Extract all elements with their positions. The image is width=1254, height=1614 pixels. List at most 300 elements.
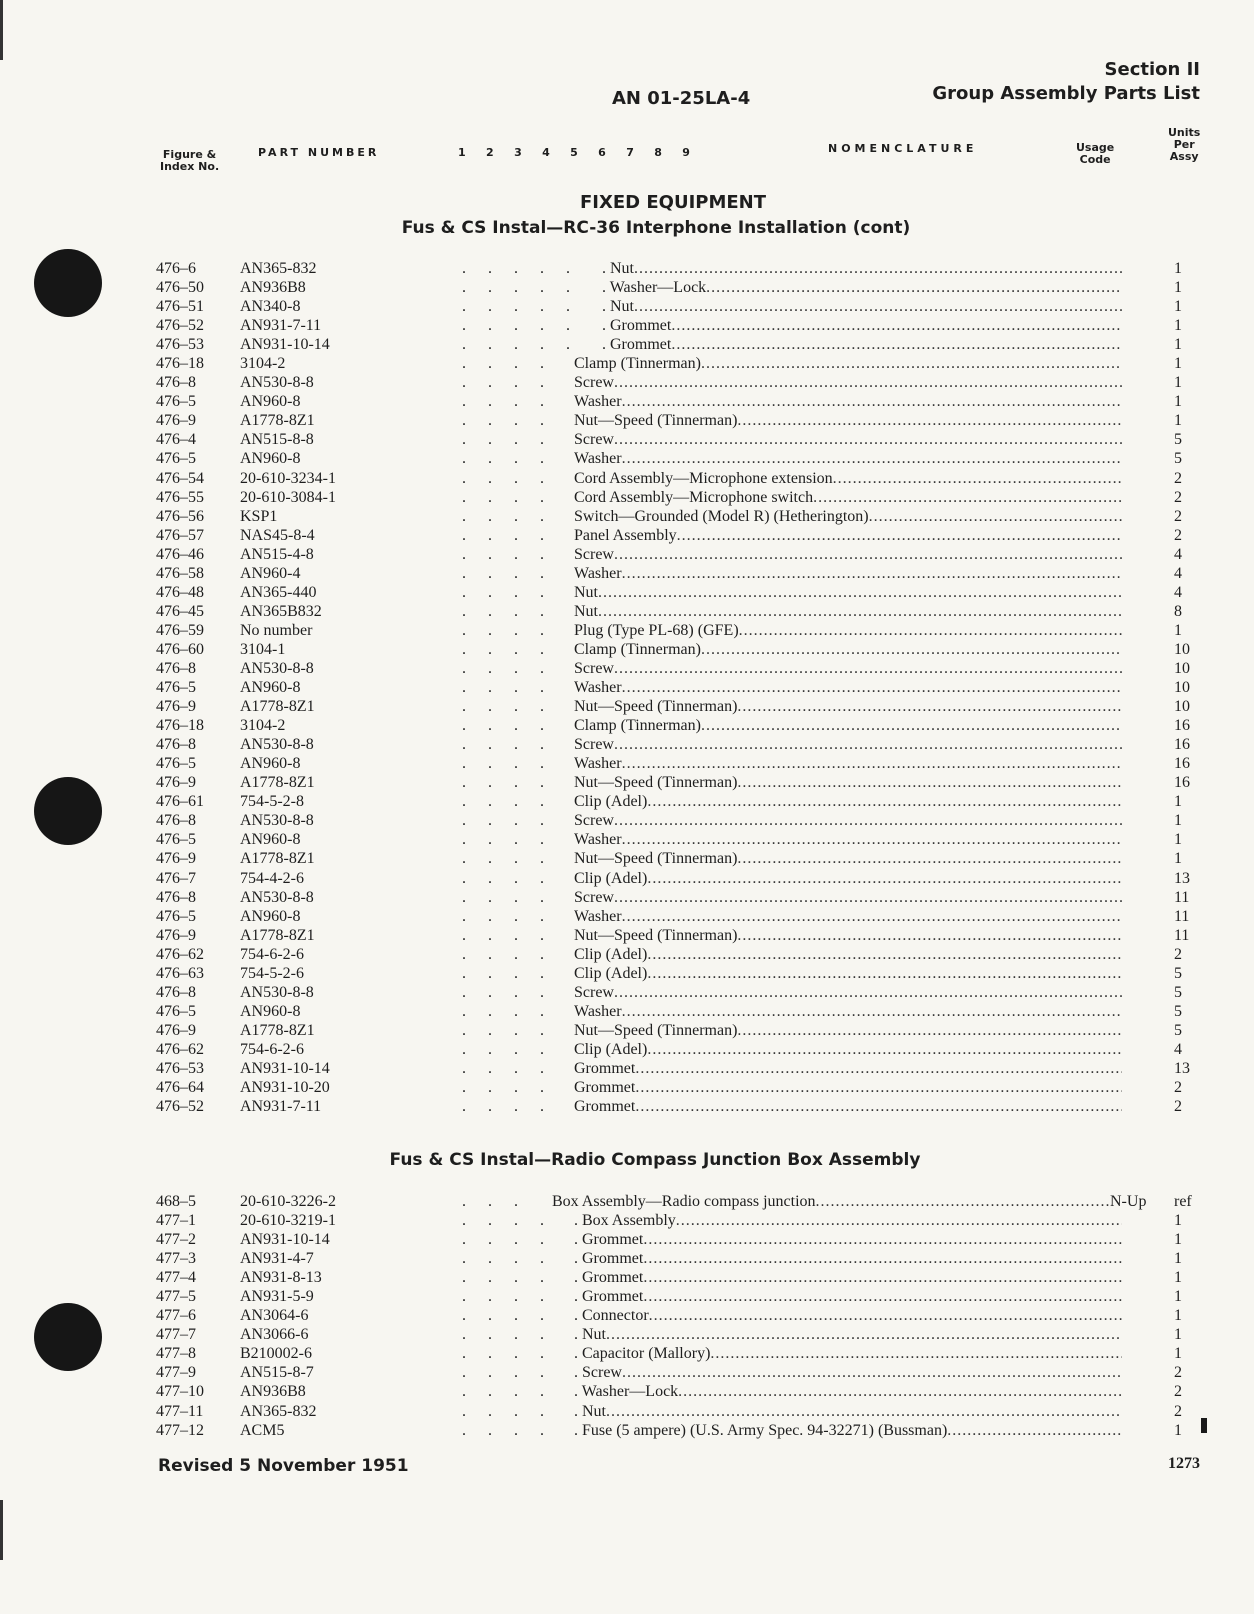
figure-index-no: 476–55 [156, 488, 204, 506]
figure-index-no: 476–62 [156, 945, 204, 963]
units-per-assy: 4 [1174, 1040, 1182, 1058]
nomenclature [574, 1325, 1122, 1344]
figure-index-no: 477–6 [156, 1307, 196, 1325]
indent-dots: . . . . . [462, 279, 579, 297]
indent-dots: . . . . [462, 526, 553, 544]
leader-dots [614, 373, 1122, 392]
parts-row [0, 259, 1254, 278]
indent-dots: . . . . [462, 736, 553, 754]
indent-dots: . . . . [462, 869, 553, 887]
units-per-assy: 1 [1174, 1288, 1182, 1306]
units-per-assy: 1 [1174, 393, 1182, 411]
indent-digit: 8 [654, 146, 662, 159]
nomenclature-text: Nut—Speed (Tinnerman) [574, 1021, 738, 1039]
nomenclature [574, 907, 1122, 926]
units-per-assy: 1 [1174, 1212, 1182, 1230]
indent-dots: . . . [462, 1193, 527, 1210]
column-figure-index-line: Figure & [162, 148, 217, 161]
nomenclature [574, 507, 1122, 526]
leader-dots [647, 869, 1122, 888]
nomenclature-text: . Fuse (5 ampere) (U.S. Army Spec. 94-32271) (Bussman) [574, 1421, 948, 1439]
part-number: AN530-8-8 [240, 659, 314, 677]
nomenclature [574, 659, 1122, 678]
nomenclature [574, 411, 1122, 430]
figure-index-no: 476–48 [156, 583, 204, 601]
units-per-assy: 1 [1174, 1326, 1182, 1344]
nomenclature [574, 869, 1122, 888]
part-number: AN365B832 [240, 602, 322, 620]
revision-date: Revised 5 November 1951 [158, 1456, 409, 1476]
nomenclature-text: Nut [574, 583, 598, 601]
part-number: AN960-8 [240, 831, 301, 849]
part-number: 754-6-2-6 [240, 1040, 304, 1058]
units-per-assy: 10 [1174, 679, 1190, 697]
indent-dots: . . . . [462, 698, 553, 716]
nomenclature [574, 945, 1122, 964]
part-number: AN530-8-8 [240, 736, 314, 754]
nomenclature [574, 1097, 1122, 1116]
units-per-assy: 11 [1174, 907, 1190, 925]
figure-index-no: 476–60 [156, 640, 204, 658]
nomenclature-text: Clip (Adel) [574, 1040, 648, 1058]
leader-dots [813, 488, 1122, 507]
leader-dots [649, 1306, 1122, 1325]
indent-dots: . . . . [462, 850, 553, 868]
indent-dots: . . . . [462, 1326, 553, 1344]
part-number: AN960-8 [240, 755, 301, 773]
nomenclature-text: . Connector [574, 1307, 649, 1325]
figure-index-no: 476–61 [156, 793, 204, 811]
units-per-assy: 16 [1174, 774, 1190, 792]
figure-index-no: 476–62 [156, 1040, 204, 1058]
figure-index-no: 476–5 [156, 755, 196, 773]
leader-dots [622, 754, 1122, 773]
leader-dots [635, 1059, 1122, 1078]
leader-dots [706, 278, 1122, 297]
parts-row [0, 983, 1254, 1002]
indent-dots: . . . . [462, 374, 553, 392]
figure-index-no: 476–9 [156, 926, 196, 944]
parts-row [0, 888, 1254, 907]
figure-index-no: 476–8 [156, 736, 196, 754]
column-figure-index-line: Index No. [160, 160, 220, 173]
units-per-assy: 5 [1174, 450, 1182, 468]
nomenclature-text: Clip (Adel) [574, 793, 648, 811]
usage-code: N-Up [1110, 1193, 1147, 1210]
parts-row [0, 1059, 1254, 1078]
nomenclature [574, 1021, 1122, 1040]
nomenclature [574, 678, 1122, 697]
nomenclature-text: Screw [574, 812, 614, 830]
leader-dots [676, 1211, 1122, 1230]
part-number: AN931-10-14 [240, 1231, 330, 1249]
indent-dots: . . . . [462, 831, 553, 849]
part-number: AN960-8 [240, 393, 301, 411]
nomenclature-text: Nut—Speed (Tinnerman) [574, 412, 738, 430]
indent-dots: . . . . . [462, 260, 579, 277]
nomenclature [574, 1402, 1122, 1421]
part-number: 20-610-3234-1 [240, 469, 336, 487]
part-number: AN530-8-8 [240, 374, 314, 392]
part-number: AN931-10-20 [240, 1079, 330, 1097]
nomenclature-text: Switch—Grounded (Model R) (Hetherington) [574, 507, 869, 525]
indent-digit: 6 [598, 146, 606, 159]
nomenclature-text: . Grommet [602, 336, 672, 354]
nomenclature-text: . Box Assembly [574, 1212, 676, 1230]
figure-index-no: 476–53 [156, 1059, 204, 1077]
nomenclature [602, 259, 1122, 278]
nomenclature-text: Clamp (Tinnerman) [574, 355, 701, 373]
nomenclature-text: Nut—Speed (Tinnerman) [574, 926, 738, 944]
figure-index-no: 476–5 [156, 831, 196, 849]
part-number: A1778-8Z1 [240, 926, 315, 944]
nomenclature [574, 754, 1122, 773]
units-per-assy: 1 [1174, 831, 1182, 849]
parts-row [0, 716, 1254, 735]
part-number: AN960-8 [240, 1002, 301, 1020]
figure-index-no: 476–18 [156, 355, 204, 373]
figure-index-no: 476–4 [156, 431, 196, 449]
nomenclature [574, 830, 1122, 849]
nomenclature-text: Box Assembly—Radio compass junction [552, 1193, 816, 1210]
indent-dots: . . . . . [462, 336, 579, 354]
part-number: 754-5-2-6 [240, 964, 304, 982]
nomenclature [574, 888, 1122, 907]
nomenclature [574, 488, 1122, 507]
leader-dots [622, 1002, 1122, 1021]
parts-row [0, 697, 1254, 716]
figure-index-no: 476–9 [156, 1021, 196, 1039]
part-number: AN936B8 [240, 1383, 306, 1401]
part-number: AN530-8-8 [240, 983, 314, 1001]
units-per-assy: 1 [1174, 1421, 1182, 1439]
part-number: AN340-8 [240, 298, 301, 316]
units-per-assy: 11 [1174, 888, 1190, 906]
figure-index-no: 476–53 [156, 336, 204, 354]
leader-dots [737, 697, 1122, 716]
part-number: AN3066-6 [240, 1326, 309, 1344]
figure-index-no: 476–18 [156, 717, 204, 735]
nomenclature-text: . Grommet [574, 1288, 644, 1306]
parts-row [0, 602, 1254, 621]
nomenclature [574, 545, 1122, 564]
units-per-assy: 2 [1174, 1364, 1182, 1382]
units-per-assy: 2 [1174, 488, 1182, 506]
parts-row [0, 373, 1254, 392]
column-figure-index [160, 149, 219, 173]
parts-list-group-1 [0, 259, 1254, 1116]
leader-dots [598, 602, 1122, 621]
part-number: AN960-4 [240, 564, 301, 582]
parts-list-group-2 [0, 1192, 1254, 1440]
indent-dots: . . . . [462, 793, 553, 811]
page-number: 1273 [1168, 1455, 1200, 1472]
parts-row [0, 1306, 1254, 1325]
nomenclature [574, 354, 1122, 373]
leader-dots [614, 735, 1122, 754]
leader-dots [643, 1249, 1122, 1268]
nomenclature [574, 926, 1122, 945]
page-edge-mark [0, 0, 3, 60]
leader-dots [947, 1421, 1122, 1440]
leader-dots [701, 354, 1122, 373]
indent-dots: . . . . [462, 412, 553, 430]
part-number: AN931-7-11 [240, 317, 322, 335]
figure-index-no: 476–8 [156, 983, 196, 1001]
nomenclature-text: . Nut [602, 260, 634, 277]
nomenclature [574, 449, 1122, 468]
part-number: AN365-832 [240, 260, 317, 277]
units-per-assy: 1 [1174, 793, 1182, 811]
leader-dots [622, 907, 1122, 926]
leader-dots [635, 1078, 1122, 1097]
nomenclature [574, 392, 1122, 411]
parts-row [0, 792, 1254, 811]
nomenclature [574, 1306, 1122, 1325]
leader-dots [710, 1344, 1122, 1363]
units-per-assy: 2 [1174, 1402, 1182, 1420]
group-heading: Fus & CS Instal—Radio Compass Junction Box Assembly [389, 1150, 921, 1170]
nomenclature-text: Clamp (Tinnerman) [574, 640, 701, 658]
figure-index-no: 477–11 [156, 1402, 204, 1420]
nomenclature-text: Washer [574, 564, 622, 582]
part-number: A1778-8Z1 [240, 850, 315, 868]
column-units-line: Assy [1169, 150, 1199, 163]
nomenclature [574, 1363, 1122, 1382]
nomenclature [574, 1382, 1122, 1401]
leader-dots [606, 1325, 1122, 1344]
leader-dots [634, 297, 1122, 316]
section-label: Section II [1104, 59, 1200, 80]
nomenclature [574, 811, 1122, 830]
part-number: AN931-10-14 [240, 1059, 330, 1077]
units-per-assy: 13 [1174, 1059, 1190, 1077]
parts-row [0, 335, 1254, 354]
parts-row [0, 583, 1254, 602]
parts-row [0, 1040, 1254, 1059]
nomenclature-text: Screw [574, 888, 614, 906]
indent-dots: . . . . [462, 1364, 553, 1382]
column-usage-code-line: Code [1079, 153, 1111, 166]
parts-row [0, 526, 1254, 545]
indent-digit: 7 [626, 146, 634, 159]
nomenclature [602, 297, 1122, 316]
nomenclature [574, 1211, 1122, 1230]
column-usage-code [1076, 142, 1114, 166]
figure-index-no: 477–1 [156, 1212, 196, 1230]
nomenclature-text: Nut—Speed (Tinnerman) [574, 774, 738, 792]
units-per-assy: 16 [1174, 717, 1190, 735]
leader-dots [647, 945, 1122, 964]
parts-row [0, 430, 1254, 449]
nomenclature [574, 1421, 1122, 1440]
leader-dots [677, 526, 1122, 545]
units-per-assy: 1 [1174, 298, 1182, 316]
parts-row [0, 1382, 1254, 1401]
parts-row [0, 678, 1254, 697]
figure-index-no: 476–59 [156, 621, 204, 639]
leader-dots [622, 830, 1122, 849]
parts-row [0, 754, 1254, 773]
column-nomenclature: NOMENCLATURE [828, 142, 978, 155]
indent-dots: . . . . [462, 1098, 553, 1116]
leader-dots [739, 621, 1122, 640]
part-number: AN936B8 [240, 279, 306, 297]
part-number: NAS45-8-4 [240, 526, 315, 544]
nomenclature-text: . Grommet [602, 317, 672, 335]
part-number: AN530-8-8 [240, 888, 314, 906]
units-per-assy: 5 [1174, 1021, 1182, 1039]
indent-dots: . . . . [462, 1250, 553, 1268]
nomenclature [574, 621, 1122, 640]
leader-dots [737, 849, 1122, 868]
units-per-assy: 1 [1174, 317, 1182, 335]
parts-row [0, 1021, 1254, 1040]
nomenclature-text: Cord Assembly—Microphone switch [574, 488, 814, 506]
figure-index-no: 476–9 [156, 412, 196, 430]
parts-row [0, 1268, 1254, 1287]
indent-dots: . . . . [462, 1021, 553, 1039]
indent-dots: . . . . [462, 431, 553, 449]
figure-index-no: 476–51 [156, 298, 204, 316]
units-per-assy: 2 [1174, 945, 1182, 963]
column-units-per-assy [1168, 127, 1200, 163]
part-number: 754-6-2-6 [240, 945, 304, 963]
figure-index-no: 477–4 [156, 1269, 196, 1287]
figure-index-no: 476–57 [156, 526, 204, 544]
leader-dots [614, 888, 1122, 907]
parts-row [0, 1325, 1254, 1344]
indent-dots: . . . . [462, 1079, 553, 1097]
part-number: AN515-4-8 [240, 545, 314, 563]
leader-dots [678, 1382, 1122, 1401]
indent-dots: . . . . [462, 812, 553, 830]
parts-row [0, 1078, 1254, 1097]
part-number: A1778-8Z1 [240, 1021, 315, 1039]
leader-dots [816, 1192, 1112, 1211]
part-number: AN365-440 [240, 583, 317, 601]
figure-index-no: 476–63 [156, 964, 204, 982]
units-per-assy: 10 [1174, 698, 1190, 716]
parts-row [0, 297, 1254, 316]
column-usage-code-line: Usage [1076, 141, 1115, 154]
part-number: AN931-4-7 [240, 1250, 314, 1268]
parts-row [0, 564, 1254, 583]
nomenclature-text: Washer [574, 755, 622, 773]
parts-row [0, 1402, 1254, 1421]
figure-index-no: 477–2 [156, 1231, 196, 1249]
indent-dots: . . . . [462, 1402, 553, 1420]
leader-dots [635, 1097, 1122, 1116]
parts-row [0, 316, 1254, 335]
nomenclature [574, 792, 1122, 811]
part-number: 20-610-3226-2 [240, 1193, 336, 1210]
parts-row [0, 469, 1254, 488]
leader-dots [614, 545, 1122, 564]
nomenclature-text: . Grommet [574, 1250, 644, 1268]
leader-dots [598, 583, 1122, 602]
indent-dots: . . . . [462, 507, 553, 525]
leader-dots [614, 811, 1122, 830]
figure-index-no: 476–52 [156, 317, 204, 335]
indent-dots: . . . . [462, 393, 553, 411]
part-number: AN3064-6 [240, 1307, 309, 1325]
part-number: AN515-8-8 [240, 431, 314, 449]
part-number: ACM5 [240, 1421, 285, 1439]
nomenclature-text: Washer [574, 393, 622, 411]
nomenclature-text: Grommet [574, 1079, 636, 1097]
part-number: AN530-8-8 [240, 812, 314, 830]
part-number: AN960-8 [240, 679, 301, 697]
indent-dots: . . . . [462, 926, 553, 944]
parts-row [0, 811, 1254, 830]
leader-dots [622, 564, 1122, 583]
units-per-assy: 1 [1174, 850, 1182, 868]
nomenclature-text: Clip (Adel) [574, 945, 648, 963]
figure-index-no: 468–5 [156, 1193, 196, 1210]
nomenclature-text: Screw [574, 374, 614, 392]
figure-index-no: 476–5 [156, 393, 196, 411]
leader-dots [643, 1268, 1122, 1287]
units-per-assy: 8 [1174, 602, 1182, 620]
change-bar [1201, 1418, 1207, 1433]
leader-dots [737, 1021, 1122, 1040]
indent-dots: . . . . [462, 1059, 553, 1077]
leader-dots [606, 1402, 1122, 1421]
units-per-assy: 11 [1174, 926, 1190, 944]
part-number: A1778-8Z1 [240, 698, 315, 716]
figure-index-no: 476–8 [156, 374, 196, 392]
leader-dots [737, 926, 1122, 945]
indent-dots: . . . . . [462, 317, 579, 335]
leader-dots [869, 507, 1122, 526]
units-per-assy: 2 [1174, 1098, 1182, 1116]
indent-dots: . . . . [462, 469, 553, 487]
indent-dots: . . . . [462, 1421, 553, 1439]
nomenclature [602, 316, 1122, 335]
units-per-assy: 2 [1174, 1383, 1182, 1401]
indent-dots: . . . . [462, 1212, 553, 1230]
parts-row [0, 907, 1254, 926]
part-number: 3104-2 [240, 717, 286, 735]
indent-dots: . . . . [462, 602, 553, 620]
nomenclature [574, 1344, 1122, 1363]
part-number: A1778-8Z1 [240, 412, 315, 430]
figure-index-no: 476–8 [156, 812, 196, 830]
nomenclature-text: Nut [574, 602, 598, 620]
leader-dots [643, 1287, 1122, 1306]
leader-dots [622, 1363, 1122, 1382]
parts-row [0, 640, 1254, 659]
part-number: AN515-8-7 [240, 1364, 314, 1382]
units-per-assy: 1 [1174, 412, 1182, 430]
indent-dots: . . . . [462, 907, 553, 925]
indent-digit: 4 [542, 146, 550, 159]
parts-row [0, 1097, 1254, 1116]
indent-dots: . . . . . [462, 298, 579, 316]
leader-dots [671, 335, 1122, 354]
nomenclature-text: . Nut [602, 298, 634, 316]
part-number: 20-610-3219-1 [240, 1212, 336, 1230]
parts-row [0, 773, 1254, 792]
indent-dots: . . . . [462, 945, 553, 963]
figure-index-no: 476–58 [156, 564, 204, 582]
units-per-assy: 1 [1174, 336, 1182, 354]
part-number: 754-4-2-6 [240, 869, 304, 887]
part-number: AN931-5-9 [240, 1288, 314, 1306]
nomenclature-text: Washer [574, 450, 622, 468]
column-units-line: Per [1173, 138, 1195, 151]
